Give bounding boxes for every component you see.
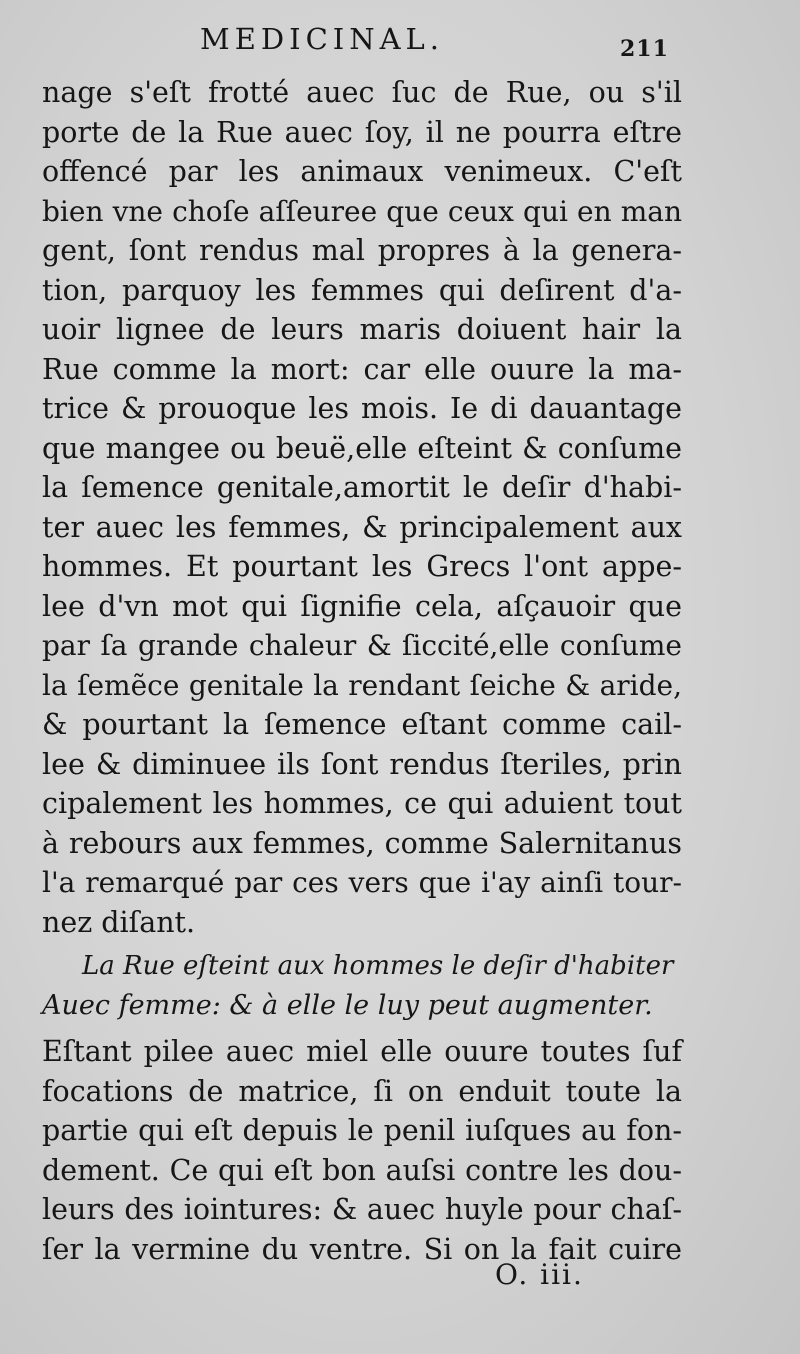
- text-line: porte de la Rue auec ſoy, il ne pourra eſtre: [42, 115, 682, 149]
- verse-line: La Rue eſteint aux hommes le deſir d'habiter: [82, 951, 674, 981]
- text-line: trice & prouoque les mois. Ie di dauantage: [42, 392, 682, 425]
- text-line: ſer la vermine du ventre. Si on la fait cuire: [42, 1232, 682, 1266]
- text-line: uoir lignee de leurs maris doiuent hair la: [42, 313, 682, 346]
- text-line: lee & diminuee ils ſont rendus ſteriles, prin: [42, 747, 682, 781]
- text-line: nage s'eſt frotté auec ſuc de Rue, ou s'il: [42, 76, 682, 109]
- text-line: l'a remarqué par ces vers que i'ay ainſi tour-: [42, 866, 682, 899]
- body-text: [42, 73, 682, 1269]
- text-line: à rebours aux femmes, comme Salernitanus: [42, 826, 682, 860]
- text-line: & pourtant la ſemence eſtant comme cail-: [42, 708, 682, 741]
- text-line: hommes. Et pourtant les Grecs l'ont appe-: [42, 550, 682, 583]
- signature-mark: O. iii.: [495, 1258, 584, 1291]
- text-line: que mangee ou beuë,elle eſteint & conſume: [42, 431, 682, 465]
- text-line: dement. Ce qui eſt bon auſsi contre les dou-: [42, 1153, 682, 1187]
- paragraph: [42, 1032, 682, 1269]
- text-line: tion, parquoy les femmes qui deſirent d'a-: [42, 273, 682, 307]
- text-line: lee d'vn mot qui ſignifie cela, aſçauoir que: [42, 589, 682, 623]
- text-line: Eſtant pilee auec miel elle ouure toutes ſuf: [42, 1035, 682, 1068]
- text-line: leurs des iointures: & auec huyle pour chaſ-: [42, 1193, 682, 1226]
- text-line: la ſemence genitale,amortit le deſir d'habi-: [42, 471, 682, 504]
- text-line: nez diſant.: [42, 905, 196, 939]
- text-line: focations de matrice, ſi on enduit toute la: [42, 1074, 682, 1108]
- page-number: 211: [620, 36, 669, 62]
- text-line: ter auec les femmes, & principalement aux: [42, 510, 682, 544]
- text-line: la ſemẽce genitale la rendant ſeiche & aride,: [42, 668, 682, 702]
- text-line: bien vne choſe aſſeuree que ceux qui en man: [42, 194, 682, 228]
- text-line: partie qui eſt depuis le penil iuſques au fon-: [42, 1114, 682, 1147]
- text-line: par ſa grande chaleur & ſiccité,elle conſume: [42, 629, 682, 662]
- text-line: gent, ſont rendus mal propres à la genera-: [42, 234, 682, 267]
- verse-line: Auec femme: & à elle le luy peut augmenter.: [42, 990, 653, 1021]
- text-line: cipalement les hommes, ce qui aduient tout: [42, 787, 682, 820]
- text-line: offencé par les animaux venimeux. C'eſt: [42, 155, 682, 188]
- page-header: [0, 22, 800, 62]
- verse-quotation: [42, 946, 682, 1026]
- text-line: Rue comme la mort: car elle ouure la ma-: [42, 352, 682, 386]
- running-head: MEDICINAL.: [200, 22, 445, 56]
